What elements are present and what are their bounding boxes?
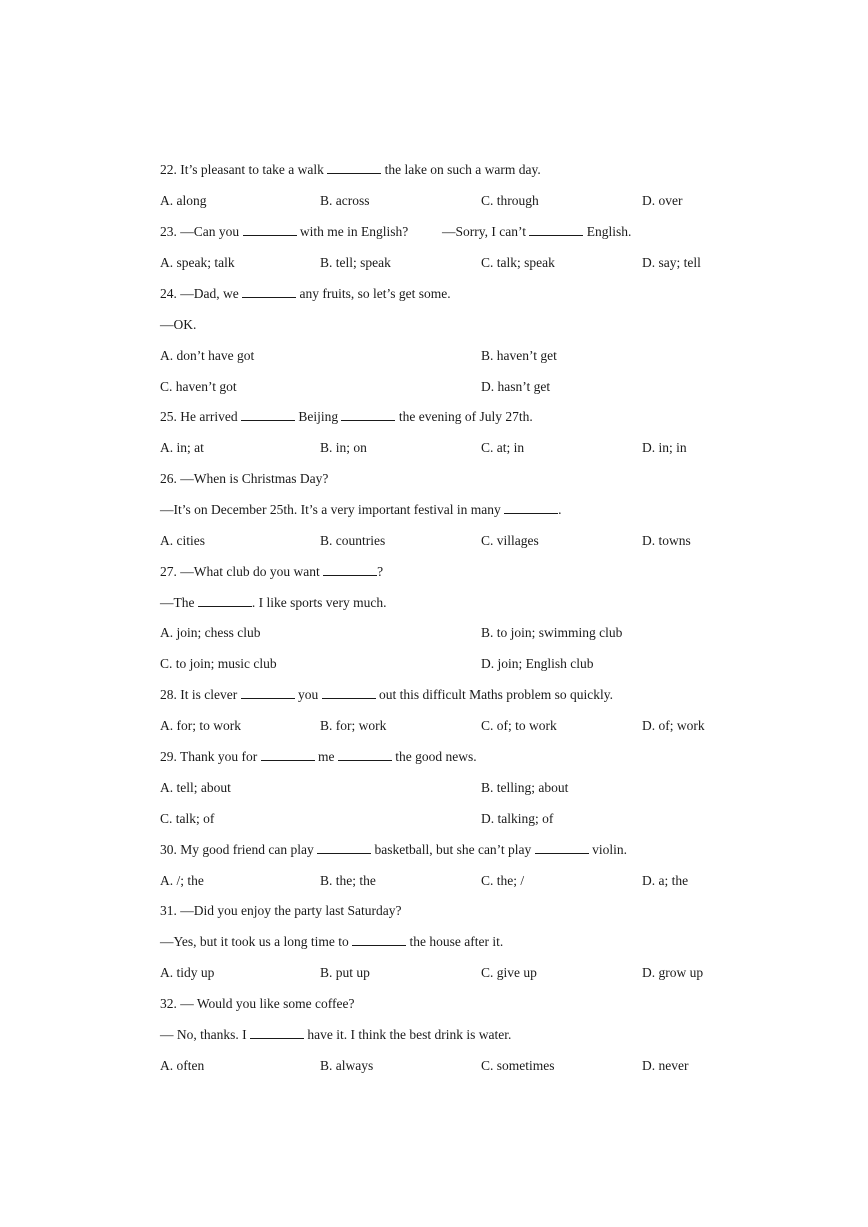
option-b: B. in; on — [320, 440, 367, 455]
answer-blank — [529, 223, 583, 236]
option-b: B. haven’t get — [481, 348, 557, 363]
answer-blank — [322, 686, 376, 699]
option-d: D. in; in — [642, 440, 687, 455]
option-a: A. for; to work — [160, 718, 241, 733]
answer-blank — [341, 408, 395, 421]
question-30-stem: 30. My good friend can play basketball, but she can’t play violin. — [160, 842, 627, 857]
option-b: B. across — [320, 193, 370, 208]
question-28-stem: 28. It is clever you out this difficult Maths problem so quickly. — [160, 687, 613, 702]
option-d: D. towns — [642, 533, 691, 548]
option-a: A. along — [160, 193, 207, 208]
option-a: A. join; chess club — [160, 625, 261, 640]
question-27-stem: 27. —What club do you want ? — [160, 564, 384, 579]
answer-blank — [323, 563, 377, 576]
option-a: A. tell; about — [160, 780, 231, 795]
question-26-stem: 26. —When is Christmas Day? — [160, 471, 329, 486]
option-d: D. say; tell — [642, 255, 701, 270]
question-32-stem: 32. — Would you like some coffee? — [160, 996, 355, 1011]
option-d: D. join; English club — [481, 656, 594, 671]
option-c: C. at; in — [481, 440, 525, 455]
option-c: C. sometimes — [481, 1058, 555, 1073]
question-23-stem: 23. —Can you with me in English? —Sorry, I can’t English. — [160, 224, 632, 239]
option-a: A. cities — [160, 533, 205, 548]
option-d: D. over — [642, 193, 683, 208]
question-25-stem: 25. He arrived Beijing the evening of July 27th. — [160, 409, 533, 424]
option-b: B. put up — [320, 965, 370, 980]
question-24-stem: 24. —Dad, we any fruits, so let’s get some. — [160, 286, 451, 301]
option-c: C. through — [481, 193, 539, 208]
option-b: B. always — [320, 1058, 374, 1073]
answer-blank — [261, 748, 315, 761]
option-c: C. of; to work — [481, 718, 557, 733]
question-31-stem: 31. —Did you enjoy the party last Saturday? — [160, 903, 402, 918]
option-b: B. to join; swimming club — [481, 625, 623, 640]
option-a: A. often — [160, 1058, 205, 1073]
answer-blank — [327, 161, 381, 174]
option-d: D. never — [642, 1058, 689, 1073]
answer-blank — [535, 841, 589, 854]
question-27-reply: —The . I like sports very much. — [160, 595, 387, 610]
answer-blank — [243, 223, 297, 236]
answer-blank — [317, 841, 371, 854]
option-d: D. of; work — [642, 718, 705, 733]
question-32-reply: — No, thanks. I have it. I think the best drink is water. — [160, 1027, 512, 1042]
option-c: C. give up — [481, 965, 537, 980]
answer-blank — [198, 594, 252, 607]
option-b: B. tell; speak — [320, 255, 391, 270]
answer-blank — [352, 933, 406, 946]
answer-blank — [241, 408, 295, 421]
answer-blank — [338, 748, 392, 761]
option-c: C. haven’t got — [160, 379, 237, 394]
option-d: D. hasn’t get — [481, 379, 551, 394]
question-31-reply: —Yes, but it took us a long time to the house after it. — [160, 934, 504, 949]
option-d: D. a; the — [642, 873, 689, 888]
option-d: D. talking; of — [481, 811, 554, 826]
option-c: C. to join; music club — [160, 656, 277, 671]
option-a: A. don’t have got — [160, 348, 255, 363]
option-a: A. tidy up — [160, 965, 215, 980]
question-24-reply: —OK. — [160, 317, 197, 332]
question-22-stem: 22. It’s pleasant to take a walk the lake on such a warm day. — [160, 162, 541, 177]
option-c: C. villages — [481, 533, 539, 548]
question-29-stem: 29. Thank you for me the good news. — [160, 749, 477, 764]
option-a: A. in; at — [160, 440, 204, 455]
option-a: A. /; the — [160, 873, 204, 888]
answer-blank — [242, 285, 296, 298]
answer-blank — [250, 1026, 304, 1039]
question-26-reply: —It’s on December 25th. It’s a very important festival in many . — [160, 502, 562, 517]
option-c: C. talk; of — [160, 811, 215, 826]
option-b: B. the; the — [320, 873, 376, 888]
option-a: A. speak; talk — [160, 255, 235, 270]
option-b: B. telling; about — [481, 780, 569, 795]
answer-blank — [504, 501, 558, 514]
option-b: B. countries — [320, 533, 386, 548]
option-c: C. the; / — [481, 873, 525, 888]
option-b: B. for; work — [320, 718, 387, 733]
answer-blank — [241, 686, 295, 699]
option-c: C. talk; speak — [481, 255, 555, 270]
option-d: D. grow up — [642, 965, 704, 980]
